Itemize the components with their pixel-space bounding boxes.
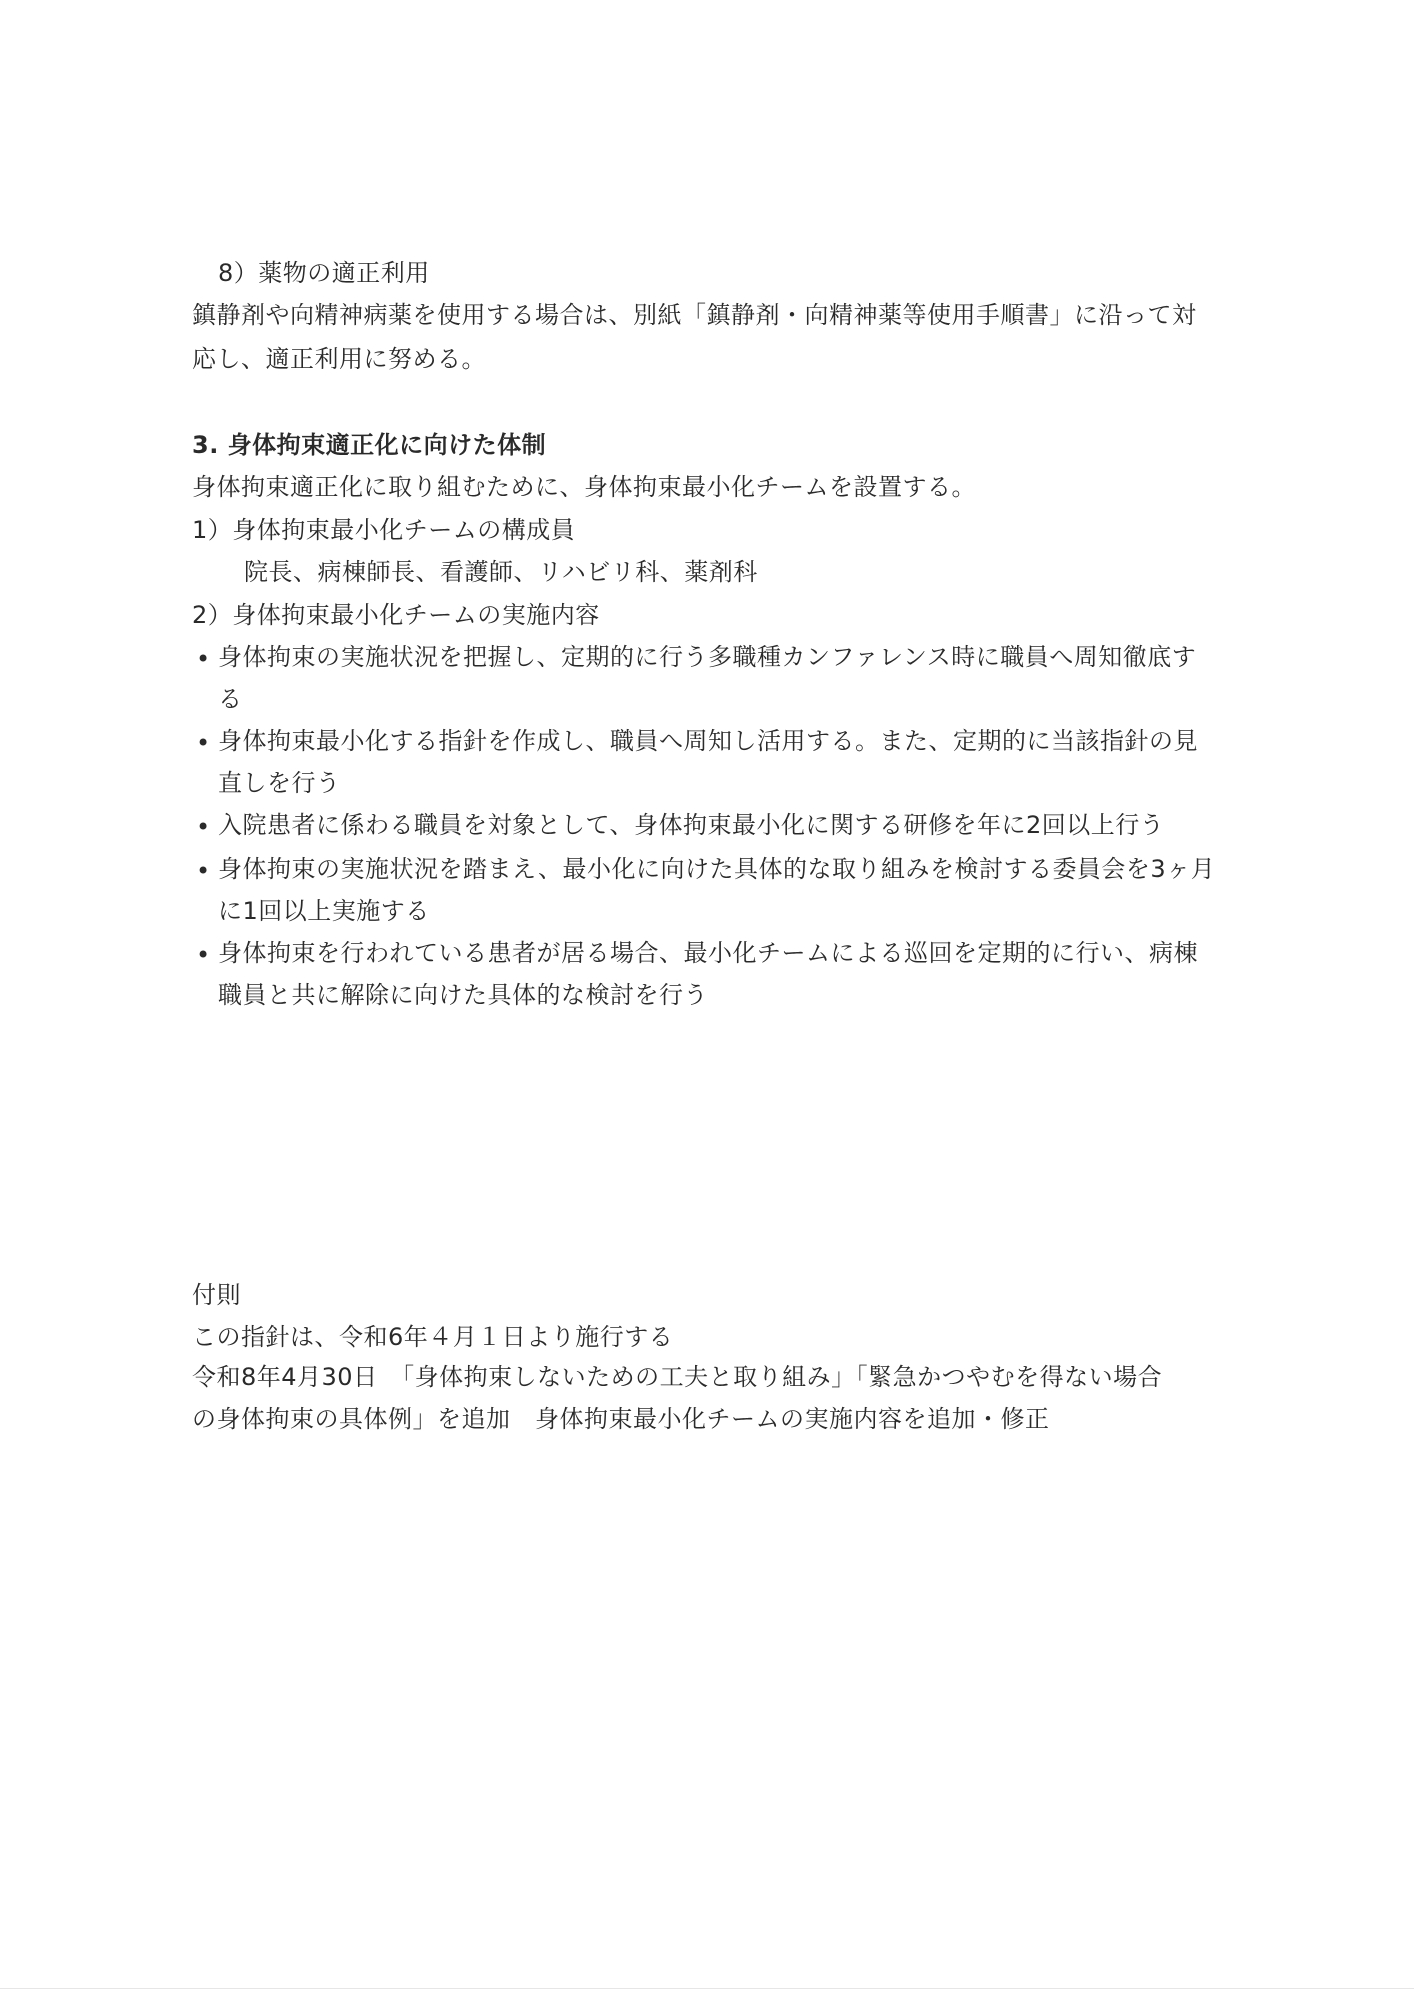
scan-bottom-edge bbox=[0, 1988, 1414, 1989]
subsection-1-heading: 1）身体拘束最小化チームの構成員 bbox=[192, 516, 576, 544]
bullet-marker: • bbox=[196, 645, 211, 673]
bullet-4-line-2: に1回以上実施する bbox=[218, 897, 430, 925]
bullet-marker: • bbox=[196, 813, 211, 841]
supplement-line-3: の身体拘束の具体例」を追加 身体拘束最小化チームの実施内容を追加・修正 bbox=[192, 1405, 1050, 1433]
bullet-1-line-1: 身体拘束の実施状況を把握し、定期的に行う多職種カンファレンス時に職員へ周知徹底す bbox=[218, 643, 1197, 671]
bullet-2-line-2: 直しを行う bbox=[218, 769, 341, 797]
supplement-heading: 付則 bbox=[192, 1281, 241, 1309]
bullet-marker: • bbox=[196, 729, 211, 757]
section-8-heading: 8）薬物の適正利用 bbox=[218, 259, 430, 287]
team-members-list: 院長、病棟師長、看護師、リハビリ科、薬剤科 bbox=[244, 558, 758, 586]
bullet-marker: • bbox=[196, 857, 211, 885]
subsection-2-heading: 2）身体拘束最小化チームの実施内容 bbox=[192, 601, 600, 629]
section-3-heading: 3. 身体拘束適正化に向けた体制 bbox=[192, 431, 547, 459]
section-3-intro: 身体拘束適正化に取り組むために、身体拘束最小化チームを設置する。 bbox=[192, 473, 976, 501]
bullet-4-line-1: 身体拘束の実施状況を踏まえ、最小化に向けた具体的な取り組みを検討する委員会を3ヶ月 bbox=[218, 855, 1216, 883]
supplement-line-2: 令和8年4月30日 「身体拘束しないための工夫と取り組み」「緊急かつやむを得ない場合 bbox=[192, 1363, 1163, 1391]
bullet-marker: • bbox=[196, 941, 211, 969]
bullet-1-line-2: る bbox=[218, 685, 243, 713]
bullet-5-line-2: 職員と共に解除に向けた具体的な検討を行う bbox=[218, 981, 708, 1009]
supplement-line-1: この指針は、令和6年４月１日より施行する bbox=[192, 1323, 674, 1351]
section-8-text-line-2: 応し、適正利用に努める。 bbox=[192, 345, 486, 373]
section-8-text-line-1: 鎮静剤や向精神病薬を使用する場合は、別紙「鎮静剤・向精神薬等使用手順書」に沿って対 bbox=[192, 301, 1197, 329]
bullet-5-line-1: 身体拘束を行われている患者が居る場合、最小化チームによる巡回を定期的に行い、病棟 bbox=[218, 939, 1198, 967]
bullet-3-line-1: 入院患者に係わる職員を対象として、身体拘束最小化に関する研修を年に2回以上行う bbox=[218, 811, 1165, 839]
bullet-2-line-1: 身体拘束最小化する指針を作成し、職員へ周知し活用する。また、定期的に当該指針の見 bbox=[218, 727, 1198, 755]
